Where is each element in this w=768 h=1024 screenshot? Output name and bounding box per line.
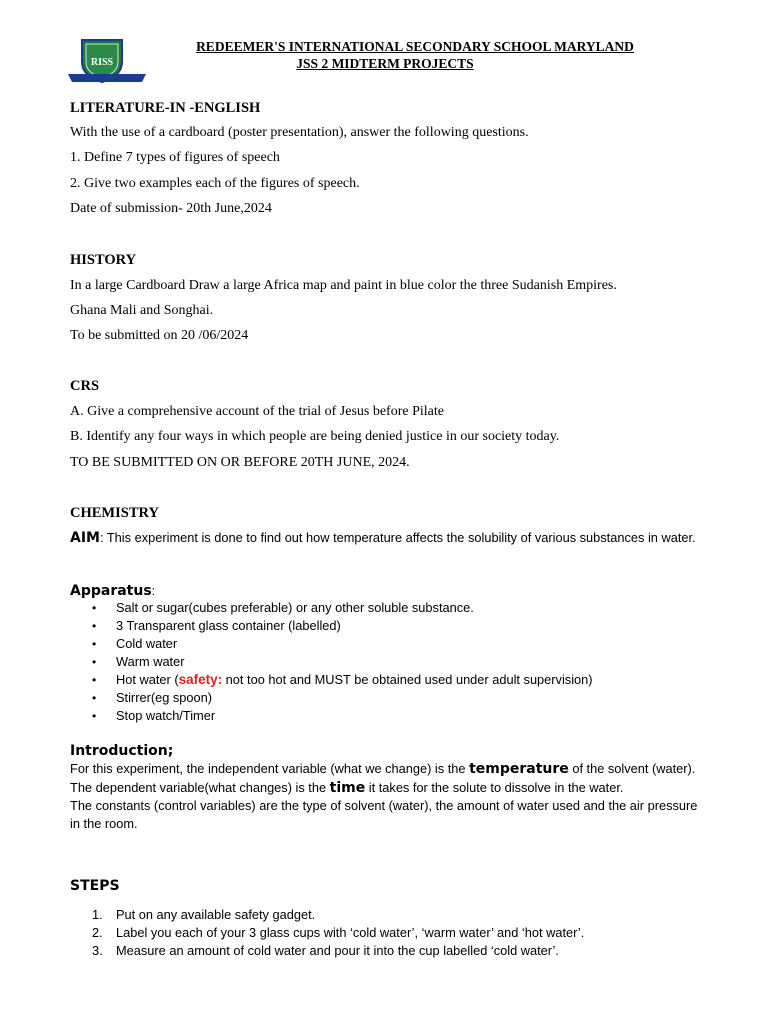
school-name-heading: REDEEMER'S INTERNATIONAL SECONDARY SCHOOL MARYLAND [196,39,634,54]
steps-heading: STEPS [70,878,120,894]
apparatus-item: • Salt or sugar(cubes preferable) or any other soluble substance. [92,600,474,615]
crs-submission-date: TO BE SUBMITTED ON OR BEFORE 20TH JUNE, 2024. [70,455,410,470]
apparatus-heading: Apparatus: [70,583,156,599]
history-heading: HISTORY [70,252,137,268]
chemistry-heading: CHEMISTRY [70,505,159,521]
school-logo [66,36,148,86]
introduction-heading: Introduction; [70,743,174,759]
literature-heading: LITERATURE-IN -ENGLISH [70,100,261,116]
crs-question-b: B. Identify any four ways in which people are being denied justice in our society today. [70,429,560,444]
apparatus-item: • 3 Transparent glass container (labelled) [92,618,341,633]
project-title-heading: JSS 2 MIDTERM PROJECTS [296,56,474,71]
aim-label: AIM [70,530,100,546]
apparatus-item: • Warm water [92,654,185,669]
literature-question-2: 2. Give two examples each of the figures of speech. [70,176,360,191]
step-item: 1. Put on any available safety gadget. [92,907,316,922]
apparatus-item: • Stop watch/Timer [92,708,216,723]
history-submission-date: To be submitted on 20 /06/2024 [70,328,249,343]
literature-question-1: 1. Define 7 types of figures of speech [70,150,280,165]
literature-intro: With the use of a cardboard (poster presentation), answer the following questions. [70,125,529,140]
introduction-paragraph: For this experiment, the independent variable (what we change) is the temperature of the solvent (water). The dependent variable(what changes) is the time it takes for the solute to dissolve in the water. The constants (control variables) are the type of solvent (water), the amount of water used and the air pressure in the room. [70,761,698,831]
literature-submission-date: Date of submission- 20th June,2024 [70,201,272,216]
history-line-1: In a large Cardboard Draw a large Africa map and paint in blue color the three Sudanish Empires. [70,278,617,293]
chemistry-aim [70,529,710,548]
apparatus-item: • Stirrer(eg spoon) [92,690,213,705]
svg-text:RISS: RISS [90,57,114,68]
apparatus-item-hot-water: • Hot water (safety: not too hot and MUST be obtained used under adult supervision) [92,672,593,687]
crs-question-a: A. Give a comprehensive account of the trial of Jesus before Pilate [70,404,444,419]
apparatus-item: • Cold water [92,636,178,651]
step-item: 2. Label you each of your 3 glass cups with ‘cold water’, ‘warm water’ and ‘hot water’. [92,925,585,940]
crs-heading: CRS [70,378,100,394]
step-item: 3. Measure an amount of cold water and pour it into the cup labelled ‘cold water’. [92,943,559,958]
history-line-2: Ghana Mali and Songhai. [70,303,214,318]
aim-text: : This experiment is done to find out how temperature affects the solubility of various substances in water. [99,530,696,545]
safety-label: safety: [178,672,223,687]
